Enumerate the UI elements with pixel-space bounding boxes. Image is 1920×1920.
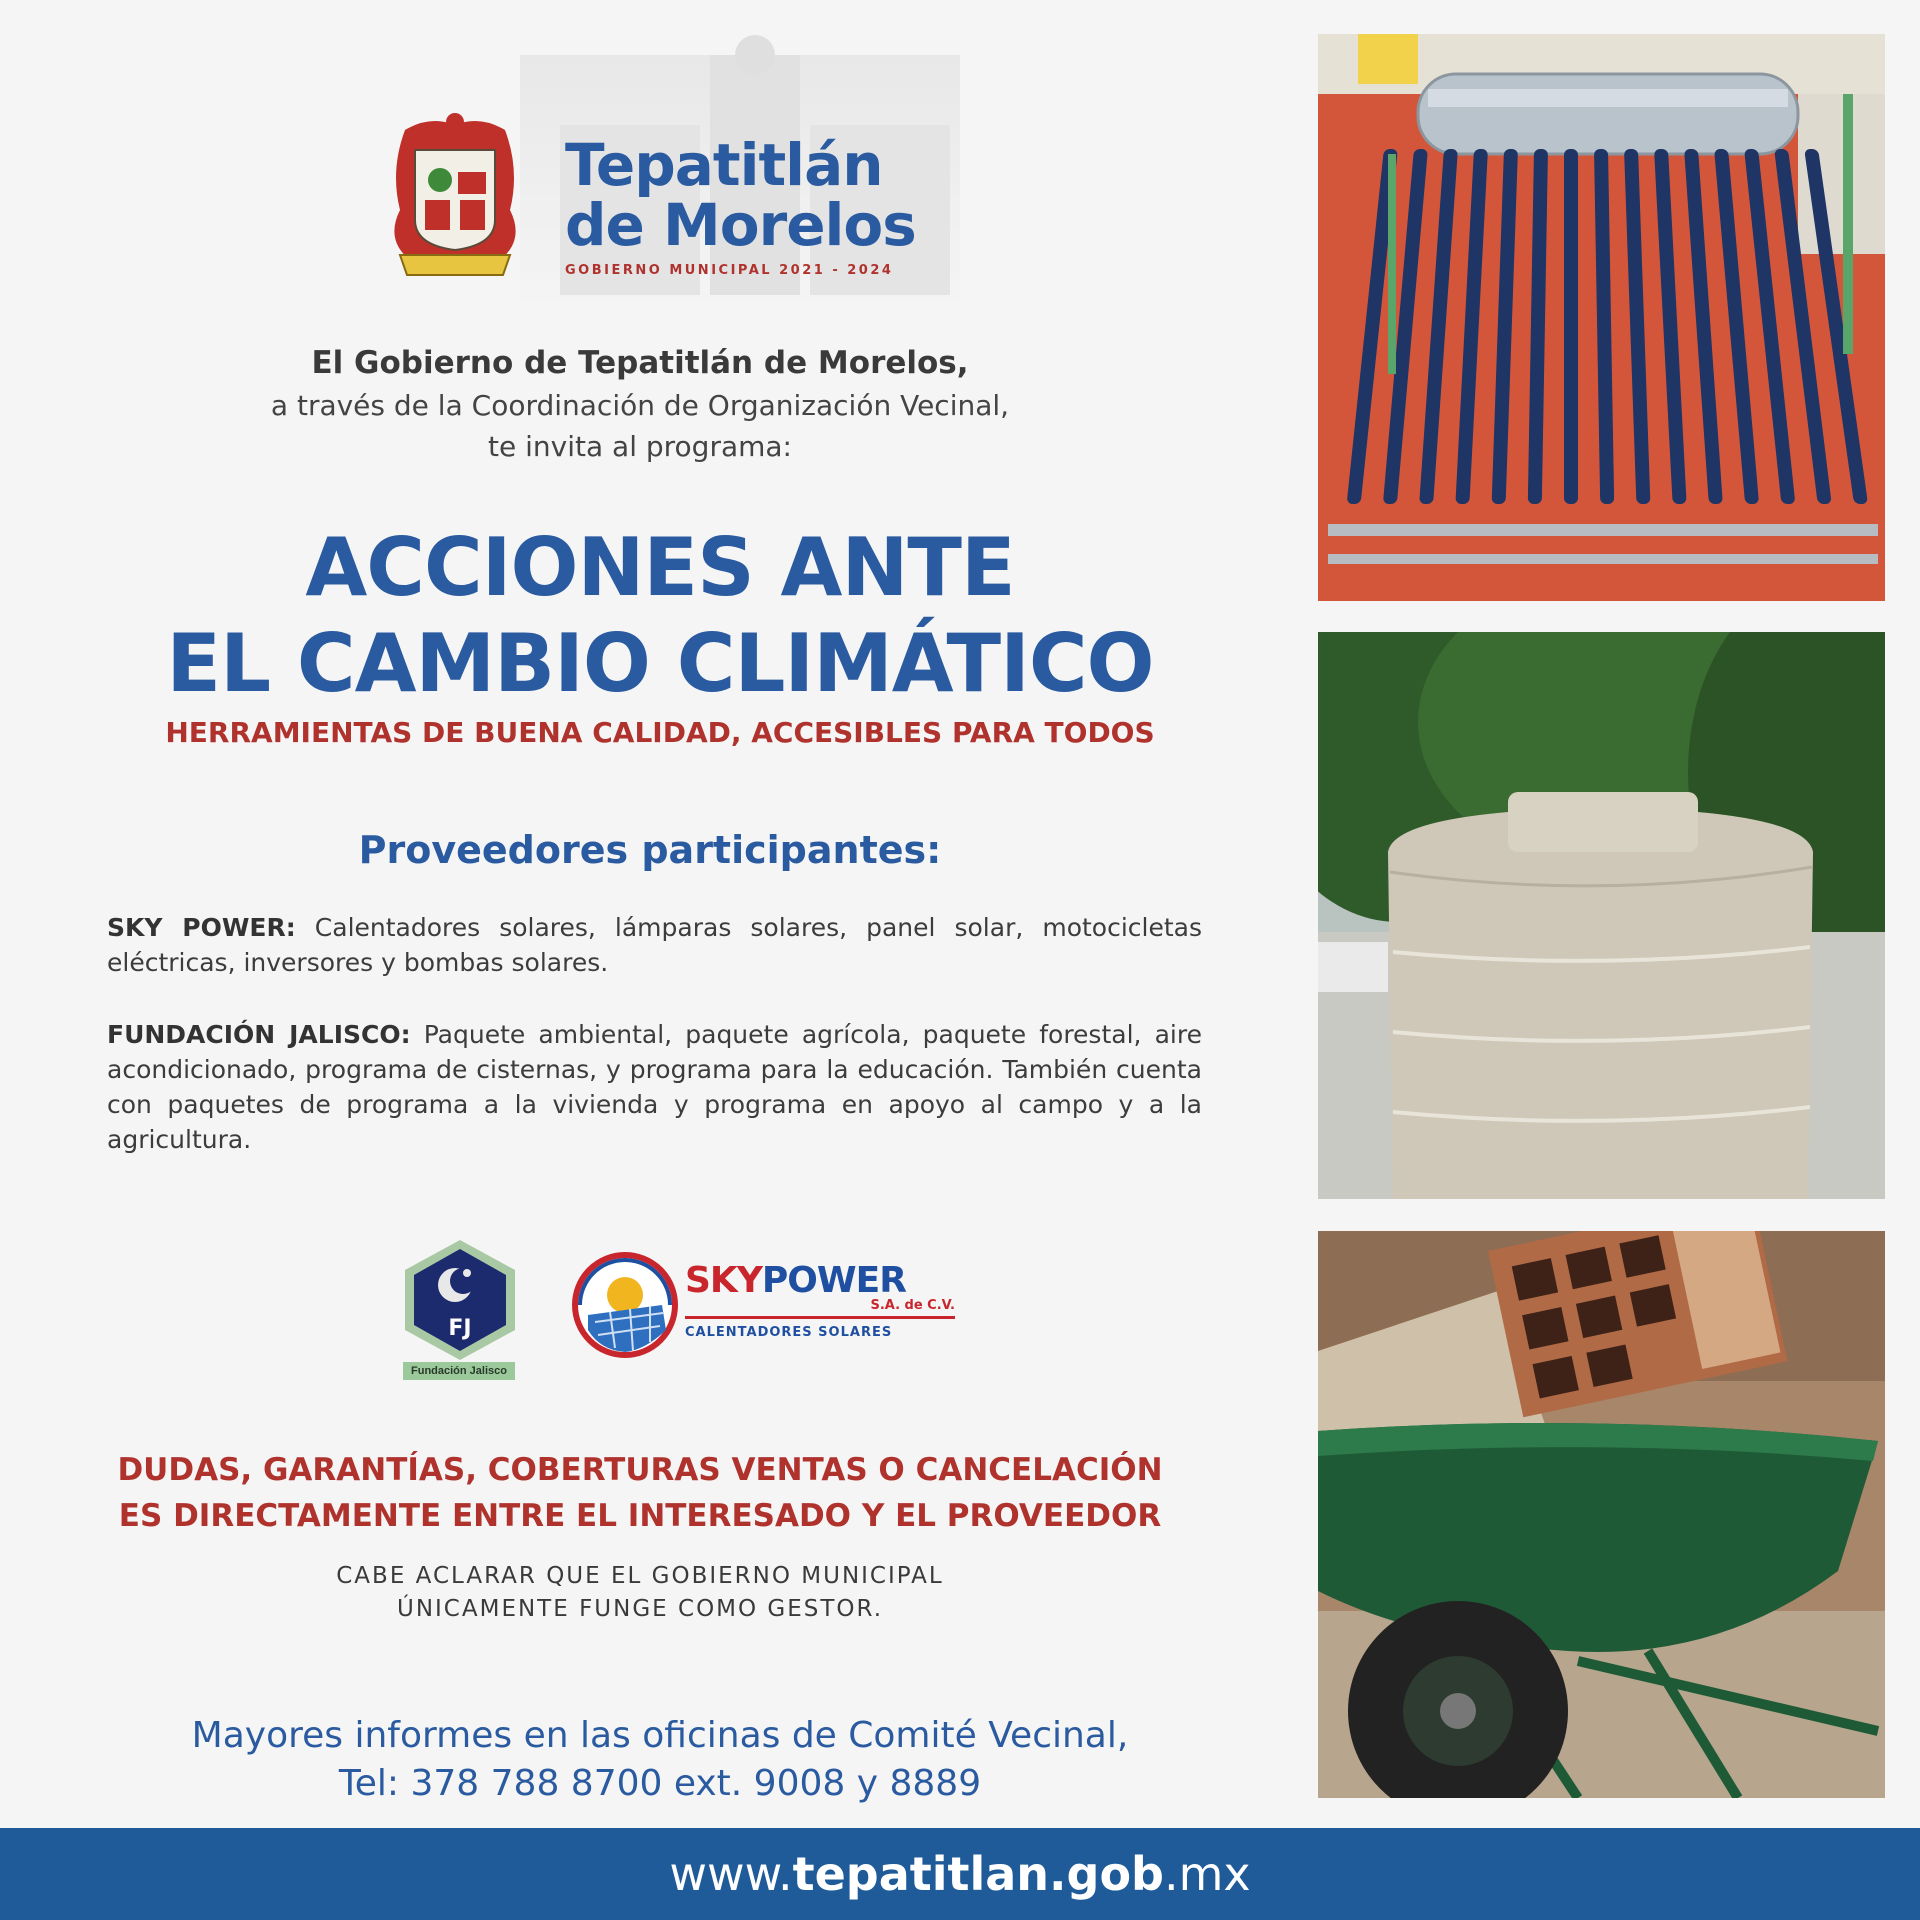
url-suffix: .mx [1164,1847,1251,1901]
intro-text [140,345,1140,463]
provider-name: SKY POWER: [107,913,296,942]
info-line1: Mayores informes en las oficinas de Comité Vecinal, [191,1715,1129,1756]
disclaimer-warning [60,1447,1220,1539]
provider-fundacion-jalisco [107,1017,1202,1157]
fundacion-jalisco-logo [395,1235,525,1380]
program-title [60,520,1260,749]
title-subtitle: HERRAMIENTAS DE BUENA CALIDAD, ACCESIBLES PARA TODOS [165,716,1155,749]
fj-label: Fundación Jalisco [403,1362,515,1380]
url-domain: tepatitlan.gob [792,1847,1164,1901]
provider-logos [395,1235,995,1385]
providers-heading: Proveedores participantes: [358,828,942,872]
provider-description: Paquete ambiental, paquete agrícola, paquete forestal, aire acondicionado, programa de cisternas, y programa para la educación. También cuenta con paquetes de programa a la vivienda y programa en apoyo al campo y a la agricultura. [107,1020,1202,1154]
coat-of-arms-icon [385,110,525,280]
sun-panel-icon [570,1250,680,1360]
website-footer [0,1828,1920,1920]
hexagon-logo-icon [395,1235,525,1365]
note-line2: ÚNICAMENTE FUNGE COMO GESTOR. [396,1596,884,1622]
municipality-brand [565,131,916,278]
note-line1: CABE ACLARAR QUE EL GOBIERNO MUNICIPAL [336,1563,944,1589]
brand-line1: Tepatitlán [565,131,883,199]
warning-line2: ES DIRECTAMENTE ENTRE EL INTERESADO Y EL PROVEEDOR [118,1498,1162,1534]
photo-solar-water-heater [1318,34,1885,601]
fj-mark: FJ [448,1316,472,1341]
brand-line2: de Morelos [565,191,916,259]
provider-name: FUNDACIÓN JALISCO: [107,1020,411,1049]
intro-line2: a través de la Coordinación de Organización Vecinal, [270,389,1010,422]
municipal-header [370,55,970,305]
photo-water-tank [1318,632,1885,1199]
provider-skypower [107,910,1202,980]
intro-line1: El Gobierno de Tepatitlán de Morelos, [311,345,969,381]
brand-subtitle: GOBIERNO MUNICIPAL 2021 - 2024 [565,263,894,278]
clarification-note [200,1560,1080,1626]
title-line1: ACCIONES ANTE [305,521,1015,614]
sky-red-text: SKY [685,1260,762,1301]
url-prefix: www. [669,1847,793,1901]
skypower-wordmark [685,1262,955,1340]
intro-line3: te invita al programa: [488,430,792,463]
contact-info [60,1712,1260,1808]
skypower-logo [570,1250,970,1360]
sky-tagline: CALENTADORES SOLARES [685,1325,893,1340]
sky-company-type: S.A. de C.V. [870,1298,955,1313]
title-line2: EL CAMBIO CLIMÁTICO [166,617,1154,710]
sky-blue-text: POWER [761,1260,906,1301]
photo-wheelbarrow [1318,1231,1885,1798]
provider-description: Calentadores solares, lámparas solares, panel solar, motocicletas eléctricas, inversores y bombas solares. [107,913,1202,977]
divider [685,1316,955,1319]
info-phone: Tel: 378 788 8700 ext. 9008 y 8889 [338,1763,982,1804]
warning-line1: DUDAS, GARANTÍAS, COBERTURAS VENTAS O CANCELACIÓN [117,1452,1163,1488]
